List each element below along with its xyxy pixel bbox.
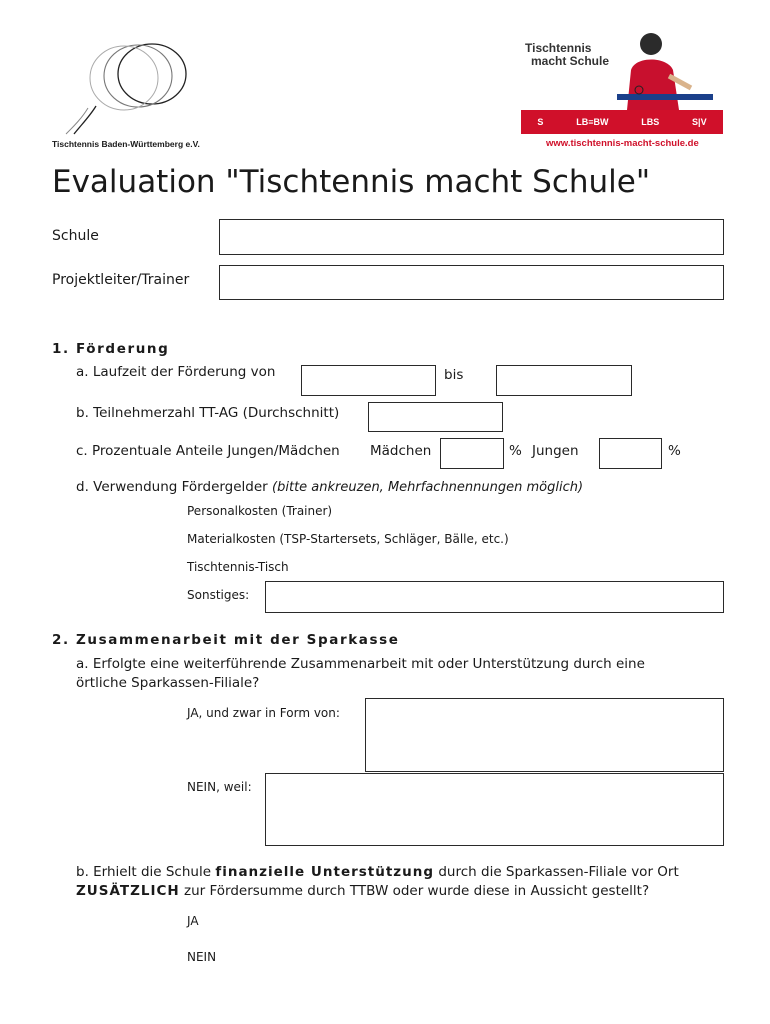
schule-input[interactable]	[219, 219, 724, 255]
nein-weil-input[interactable]	[265, 773, 724, 846]
lbs-icon: LBS	[641, 117, 660, 127]
schule-label: Schule	[52, 228, 99, 244]
nein-weil-label[interactable]: NEIN, weil:	[187, 780, 252, 794]
jungen-input[interactable]	[599, 438, 662, 469]
finanzielle-question-line2	[76, 883, 649, 899]
option-tischtennis-tisch[interactable]: Tischtennis-Tisch	[187, 560, 289, 574]
verwendung-hint: (bitte ankreuzen, Mehrfachnennungen möglich)	[272, 480, 584, 495]
ja-form-label[interactable]: JA, und zwar in Form von:	[187, 706, 340, 720]
laufzeit-bis-label: bis	[444, 367, 464, 383]
maedchen-input[interactable]	[440, 438, 504, 469]
verwendung-label	[76, 479, 583, 495]
sv-icon: S|V	[692, 117, 707, 127]
sponsor-banner	[521, 110, 723, 134]
anteile-label: c. Prozentuale Anteile Jungen/Mädchen	[76, 443, 340, 459]
ttbw-logo	[52, 36, 192, 136]
lbbw-icon: LB≡BW	[576, 117, 609, 127]
zusammenarbeit-question-line1: a. Erfolgte eine weiterführende Zusammenarbeit mit oder Unterstützung durch eine	[76, 656, 645, 672]
finanzielle-text-post: durch die Sparkassen-Filiale vor Ort	[438, 864, 679, 880]
promo-url: www.tischtennis-macht-schule.de	[546, 138, 699, 149]
finanzielle-nein-option[interactable]: NEIN	[187, 950, 217, 964]
zusaetzlich-text: ZUSÄTZLICH	[76, 883, 180, 899]
section2-heading: 2. Zusammenarbeit mit der Sparkasse	[52, 632, 400, 648]
option-personalkosten[interactable]: Personalkosten (Trainer)	[187, 504, 333, 518]
finanzielle-ja-option[interactable]: JA	[187, 914, 199, 928]
promo-title-line1: Tischtennis	[525, 41, 592, 55]
org-name: Tischtennis Baden-Württemberg e.V.	[52, 139, 200, 149]
finanzielle-text-pre: b. Erhielt die Schule	[76, 864, 212, 880]
projektleiter-label: Projektleiter/Trainer	[52, 272, 190, 288]
promo-logo	[519, 30, 723, 136]
finanzielle-question-line1	[76, 864, 679, 880]
laufzeit-label: a. Laufzeit der Förderung von	[76, 364, 276, 380]
section1-heading: 1. Förderung	[52, 341, 170, 357]
verwendung-text: d. Verwendung Fördergelder	[76, 479, 268, 495]
jungen-label: Jungen	[532, 443, 579, 459]
zusammenarbeit-question-line2: örtliche Sparkassen-Filiale?	[76, 675, 260, 691]
sonstiges-input[interactable]	[265, 581, 724, 613]
player-photo-icon	[609, 30, 721, 110]
maedchen-label: Mädchen	[370, 443, 432, 459]
laufzeit-bis-input[interactable]	[496, 365, 632, 396]
option-materialkosten[interactable]: Materialkosten (TSP-Startersets, Schläger, Bälle, etc.)	[187, 532, 509, 546]
jungen-percent: %	[668, 443, 681, 459]
laufzeit-von-input[interactable]	[301, 365, 436, 396]
sparkasse-icon: S	[537, 117, 544, 127]
zusaetzlich-text-post: zur Fördersumme durch TTBW oder wurde diese in Aussicht gestellt?	[184, 883, 650, 899]
promo-title-line2: macht Schule	[531, 54, 610, 68]
teilnehmerzahl-input[interactable]	[368, 402, 503, 432]
maedchen-percent: %	[509, 443, 522, 459]
projektleiter-input[interactable]	[219, 265, 724, 300]
ja-form-input[interactable]	[365, 698, 724, 772]
option-sonstiges[interactable]: Sonstiges:	[187, 588, 250, 602]
teilnehmerzahl-label: b. Teilnehmerzahl TT-AG (Durchschnitt)	[76, 405, 340, 421]
finanzielle-text-bold: finanzielle Unterstützung	[215, 864, 435, 880]
page-title: Evaluation "Tischtennis macht Schule"	[52, 164, 651, 200]
paddle-logo-icon	[52, 36, 192, 136]
